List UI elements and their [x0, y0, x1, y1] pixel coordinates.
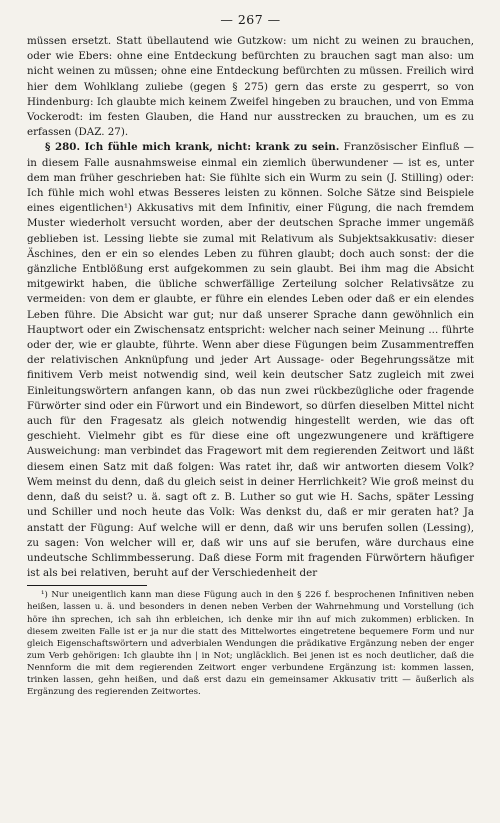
page-number: — 267 — — [220, 12, 281, 27]
footnote-divider — [27, 585, 147, 586]
section-heading: § 280. Ich fühle mich krank, nicht: krank zu sein. — [45, 141, 340, 154]
main-text — [27, 34, 474, 581]
paragraph-1: müssen ersetzt. Statt übellautend wie Gutzkow: um nicht zu weinen zu brauchen, oder wie Ebers: ohne eine Entdeckung befürchten zu brauchen sagt man also: um nicht weinen zu müssen; ohne eine Entdeckung befürchten zu müssen. Freilich wird hier dem Wohlklang zuliebe (gegen § 275) gern das erste zu gesperrt, so von Hindenburg: Ich glaubte mich keinem Zweifel hingeben zu brauchen, und von Emma Vockerodt: im festen Glauben, die Hand nur ausstrecken zu brauchen, um es zu erfassen (DAZ. 27). — [27, 35, 474, 139]
paragraph-2 — [27, 140, 474, 581]
footnote: ¹) Nur uneigentlich kann man diese Fügung auch in den § 226 f. besprochenen Infinitiven neben heißen, lassen u. ä. und besonders in denen neben Verben der Wahrnehmung und Vorstellung (ich höre ihn sprechen, ich sah ihn erbleichen, ich denke mir ihn auf mich zukommen) erblicken. In diesem zweiten Falle ist er ja nur die statt des Mittelwortes eingetretene bequemere Form und nur gleich Eigenschaftswörtern und adverbialen Wendungen die prädikative Ergänzung neben der enger zum Verb gehörigen: Ich glaubte ihn | in Not; ungläcklich. Bei jenen ist es noch deutlicher, daß die Nennform die mit dem regierenden Zeitwort enger verbundene Ergänzung ist: kommen lassen, trinken lassen, gehn heißen, und daß erst dazu ein gemeinsamer Akkusativ tritt — äußerlich als Ergänzung des regierenden Zeitwortes. — [27, 590, 474, 698]
paragraph-2-text: Französischer Einfluß — in diesem Falle ausnahmsweise einmal ein ziemlich überwundener — ist es, unter dem man früher geschrieben hat: Sie fühlte sich ein Wurm zu sein (J. Stilling) oder: Ich fühle mich wohl etwas Besseres leisten zu können. Solche Sätze sind Beispiele eines eigentlichen¹) Akkusativs mit dem Infinitiv, einer Fügung, die nach fremdem Muster wiederholt versucht worden, aber der deutschen Sprache immer ungemäß geblieben ist. Lessing liebte sie zumal mit Relativum als Subjektsakkusativ: dieser Äschines, den er ein so elendes Leben zu führen glaubt; doch auch sonst: der die gänzliche Entblößung erst aufgekommen zu sein glaubt. Bei ihm mag die Absicht mitgewirkt haben, die übliche schwerfällige Zerteilung solcher Relativsätze zu vermeiden: von dem er glaubte, er führe ein elendes Leben oder daß er ein elendes Leben führe. Die Absicht war gut; nur daß unserer Sprache dann gewöhnlich ein Hauptwort oder ein Zwischensatz entspricht: welcher nach seiner Meinung ... führte oder der, wie er glaubte, führte. Wenn aber diese Fügungen beim Zusammentreffen der relativischen Anknüpfung und jeder Art Aussage- oder Begehrungssätze mit finitivem Verb meist notwendig sind, weil kein deutscher Satz zugleich mit zwei Einleitungswörtern anfangen kann, ob das nun zwei rückbezügliche oder fragende Fürwörter sind oder ein Fürwort und ein Bindewort, so dürfen dieselben Mittel nicht auch für den Fragesatz als gleich notwendig hingestellt werden, wie das oft geschieht. Vielmehr gibt es für diese eine oft ungezwungenere und kräftigere Ausweichung: man verbindet das Fragewort mit dem regierenden Zeitwort und läßt diesem einen Satz mit daß folgen: Was ratet ihr, daß wir antworten diesem Volk? Wem meinst du denn, daß du gleich seist in deiner Herrlichkeit? Wie groß meinst du denn, daß du seist? u. ä. sagt oft z. B. Luther so gut wie H. Sachs, später Lessing und Schiller und noch heute das Volk: Was denkst du, daß er mir geraten hat? Ja anstatt der Fügung: Auf welche will er denn, daß wir uns berufen sollen (Lessing), zu sagen: Von welcher will er, daß wir uns auf sie berufen, wäre durchaus eine undeutsche Schlimmbesserung. Daß diese Form mit fragenden Fürwörtern häufiger ist als bei relativen, beruht auf der Verschiedenheit der — [27, 141, 474, 580]
